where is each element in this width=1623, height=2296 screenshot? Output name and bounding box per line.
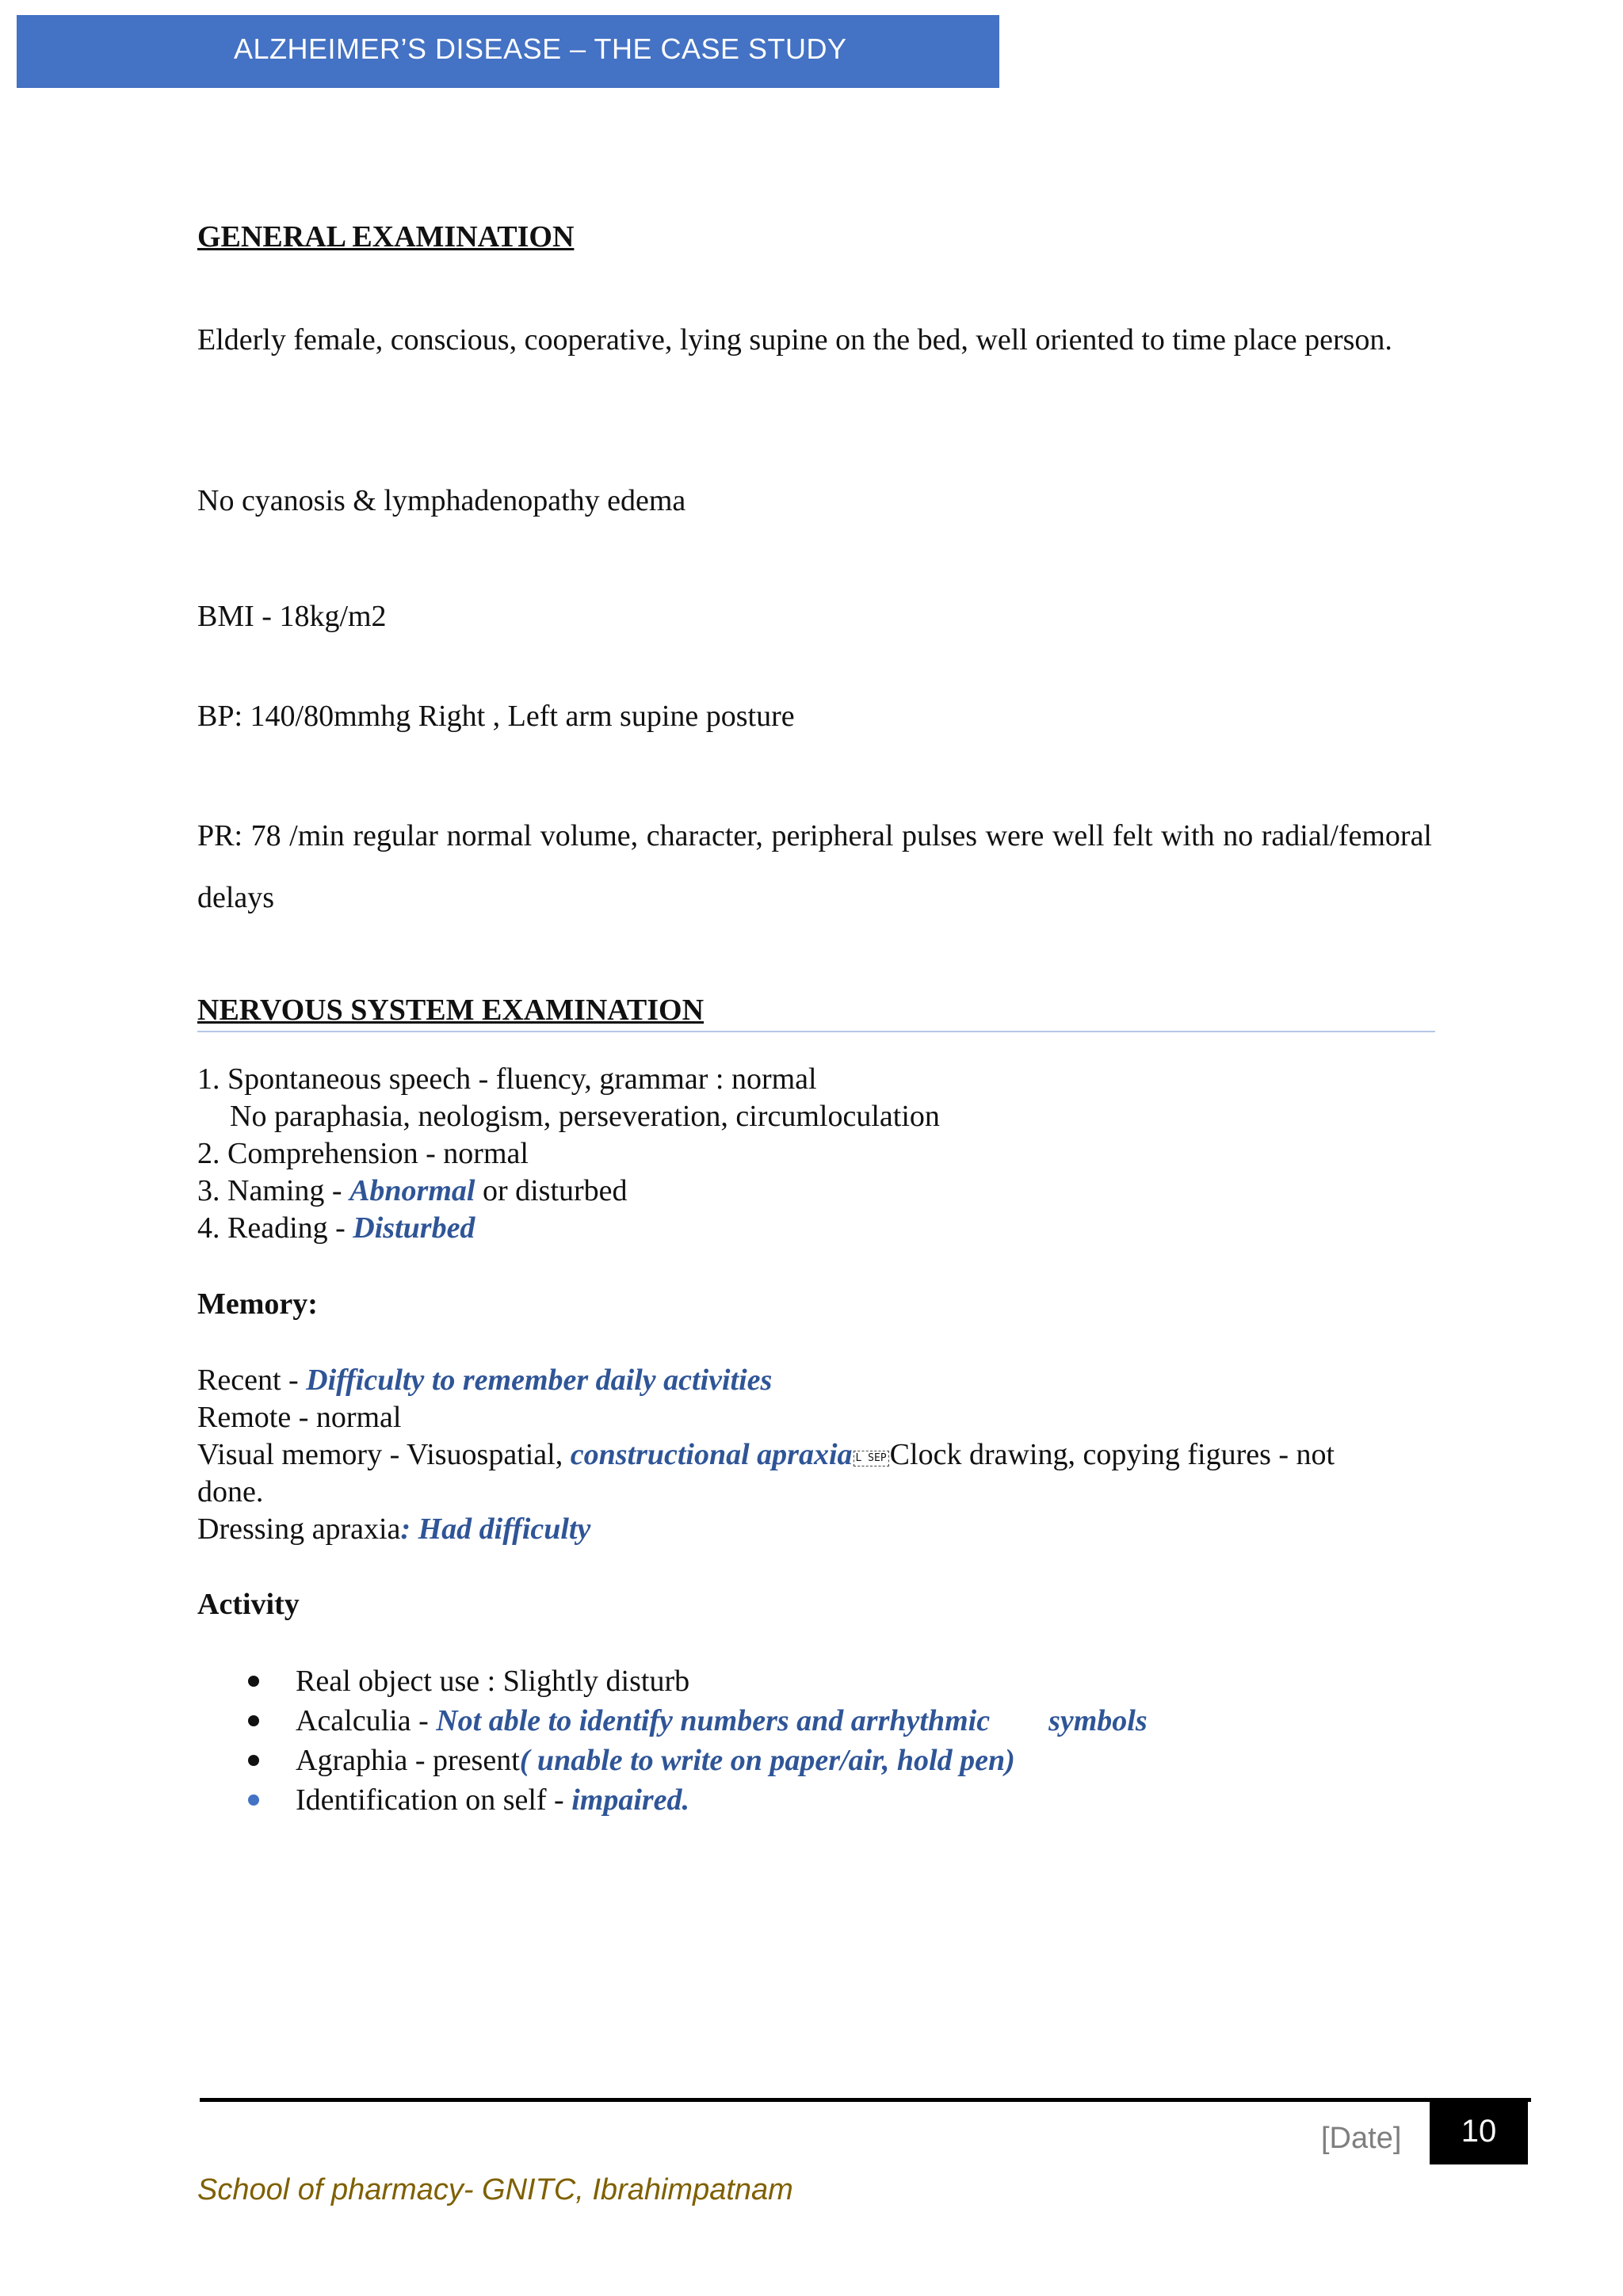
separator-glyph: L SEP	[854, 1451, 889, 1466]
list-item	[197, 1780, 1148, 1820]
comprehension-item: 2. Comprehension - normal	[197, 1137, 529, 1170]
general-examination-heading: GENERAL EXAMINATION	[197, 220, 575, 254]
acalculia-finding: Not able to identify numbers and arrhythmic	[436, 1704, 991, 1737]
speech-item: 1. Spontaneous speech - fluency, grammar : normal	[197, 1062, 817, 1096]
naming-label: 3. Naming -	[197, 1174, 350, 1207]
bullet-icon	[248, 1715, 259, 1726]
header-title: ALZHEIMER’S DISEASE – THE CASE STUDY	[234, 32, 847, 65]
visual-finding: constructional apraxia	[570, 1438, 853, 1471]
naming-suffix: or disturbed	[475, 1174, 628, 1207]
agraphia-finding: ( unable to write on paper/air, hold pen)	[519, 1744, 1015, 1777]
footer-date: [Date]	[1321, 2122, 1402, 2155]
activity-list	[197, 1661, 1148, 1820]
object-use: Real object use : Slightly disturb	[296, 1665, 690, 1698]
heading-rule	[197, 1031, 1435, 1032]
page-number-label: 10	[1461, 2113, 1497, 2149]
list-item	[197, 1741, 1148, 1780]
recent-memory	[197, 1363, 772, 1399]
visual-suffix: Clock drawing, copying figures - not	[889, 1438, 1335, 1471]
acalculia-label: Acalculia -	[296, 1704, 437, 1737]
list-item	[197, 1661, 1148, 1701]
naming-item	[197, 1173, 628, 1210]
pulse-rate: PR: 78 /min regular normal volume, character, peripheral pulses were well felt with no radial/femoral delays	[197, 819, 1432, 914]
visual-memory-continued: done.	[197, 1475, 264, 1508]
dressing-label: Dressing apraxia	[197, 1512, 401, 1546]
activity-heading: Activity	[197, 1588, 300, 1621]
identification-label: Identification on self -	[296, 1783, 572, 1817]
speech-sub-item: No paraphasia, neologism, perseveration, circumloculation	[230, 1100, 940, 1133]
nervous-system-heading: NERVOUS SYSTEM EXAMINATION	[197, 994, 705, 1027]
bmi-value: BMI - 18kg/m2	[197, 600, 387, 633]
bp-value: BP: 140/80mmhg Right , Left arm supine posture	[197, 700, 795, 733]
bullet-icon	[248, 1794, 259, 1806]
recent-finding: Difficulty to remember daily activities	[306, 1363, 773, 1397]
header-bar	[17, 15, 999, 88]
reading-item	[197, 1211, 475, 1247]
remote-memory: Remote - normal	[197, 1401, 402, 1434]
visual-label: Visual memory - Visuospatial,	[197, 1438, 571, 1471]
bullet-icon	[248, 1676, 259, 1687]
dressing-finding: : Had difficulty	[400, 1512, 591, 1546]
memory-heading: Memory:	[197, 1287, 318, 1321]
footer-rule	[200, 2098, 1531, 2102]
visual-memory	[197, 1437, 1432, 1474]
dressing-apraxia	[197, 1512, 590, 1548]
page-number	[1430, 2098, 1528, 2164]
cyanosis-note: No cyanosis & lymphadenopathy edema	[197, 484, 686, 517]
agraphia-label: Agraphia - present	[296, 1744, 520, 1777]
general-description: Elderly female, conscious, cooperative, lying supine on the bed, well oriented to time place person.	[197, 323, 1392, 357]
identification-finding: impaired.	[571, 1783, 690, 1817]
reading-finding: Disturbed	[353, 1211, 475, 1245]
reading-label: 4. Reading -	[197, 1211, 353, 1245]
footer-school: School of pharmacy- GNITC, Ibrahimpatnam	[197, 2173, 793, 2206]
list-item	[197, 1701, 1148, 1741]
bullet-icon	[248, 1755, 259, 1766]
recent-label: Recent -	[197, 1363, 307, 1397]
naming-finding: Abnormal	[349, 1174, 475, 1207]
acalculia-finding-end: symbols	[1048, 1704, 1148, 1737]
